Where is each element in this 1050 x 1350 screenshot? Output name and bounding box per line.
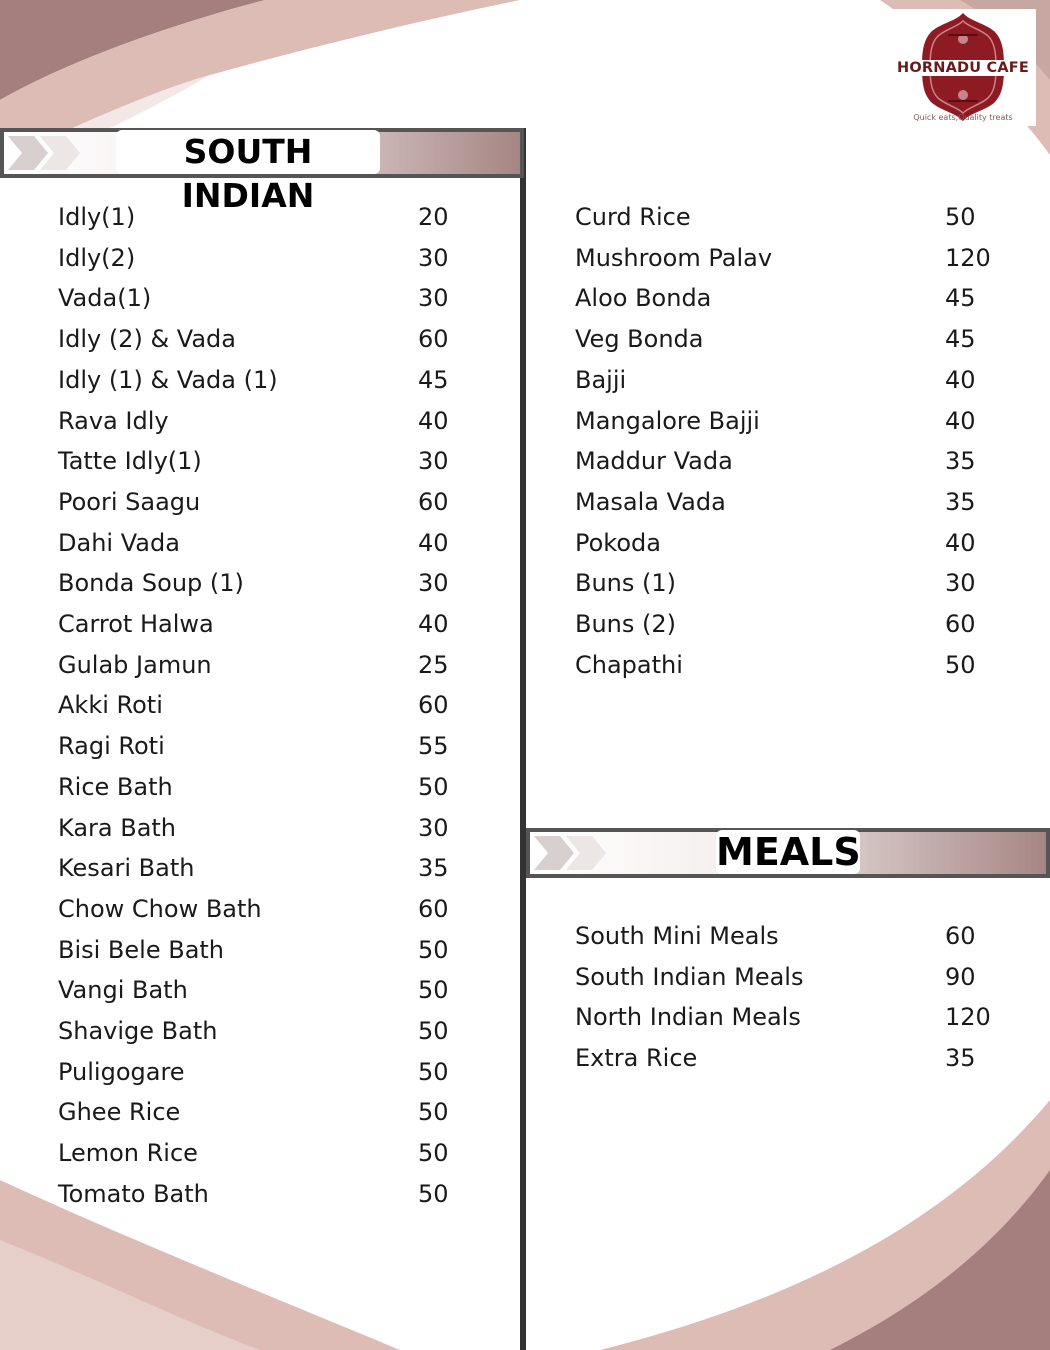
item-price: 50 xyxy=(418,935,449,964)
item-name: Idly (2) & Vada xyxy=(58,325,236,354)
item-price: 35 xyxy=(945,487,976,516)
item-price: 50 xyxy=(418,1057,449,1086)
item-name: Rava Idly xyxy=(58,406,169,435)
item-price: 120 xyxy=(945,1003,991,1032)
south-indian-banner xyxy=(0,128,524,215)
item-name: Idly (1) & Vada (1) xyxy=(58,365,278,394)
item-price: 50 xyxy=(945,650,976,679)
item-name: Aloo Bonda xyxy=(575,284,712,313)
item-price: 50 xyxy=(945,203,976,231)
item-name: Masala Vada xyxy=(575,487,726,516)
item-name: South Indian Meals xyxy=(575,962,804,991)
item-price: 55 xyxy=(418,732,449,761)
item-name: Idly(1) xyxy=(58,203,136,231)
item-price: 45 xyxy=(418,365,449,394)
item-name: Bonda Soup (1) xyxy=(58,569,244,598)
item-name: Kara Bath xyxy=(58,813,177,842)
item-name: Ragi Roti xyxy=(58,732,165,761)
item-name: Extra Rice xyxy=(575,1044,698,1073)
item-price: 120 xyxy=(945,243,991,272)
item-price: 40 xyxy=(945,365,976,394)
item-price: 35 xyxy=(418,854,449,883)
item-name: Pokoda xyxy=(575,528,661,557)
item-name: Lemon Rice xyxy=(58,1139,198,1168)
south-indian-title: SOUTH INDIAN xyxy=(116,130,380,174)
item-name: Tatte Idly(1) xyxy=(58,447,202,476)
item-price: 50 xyxy=(418,1139,449,1168)
item-price: 35 xyxy=(945,447,976,476)
item-price: 40 xyxy=(418,406,449,435)
item-price: 60 xyxy=(418,325,449,354)
item-name: Buns (2) xyxy=(575,610,677,638)
brand-name: HORNADU CAFE xyxy=(890,60,1036,76)
meals-menu-list xyxy=(575,922,1015,1092)
item-name: Chapathi xyxy=(575,650,683,679)
chevron-decoration-icon xyxy=(530,832,620,874)
item-price: 60 xyxy=(418,487,449,516)
item-name: Buns (1) xyxy=(575,569,677,598)
item-name: Mushroom Palav xyxy=(575,243,773,272)
item-price: 40 xyxy=(945,528,976,557)
item-price: 60 xyxy=(945,610,976,638)
item-price: 50 xyxy=(418,772,449,801)
column-divider xyxy=(520,128,526,1350)
item-price: 45 xyxy=(945,325,976,354)
item-name: Shavige Bath xyxy=(58,1017,218,1045)
item-name: Ghee Rice xyxy=(58,1098,181,1127)
item-name: Bisi Bele Bath xyxy=(58,935,225,964)
item-name: Vangi Bath xyxy=(58,976,188,1005)
item-name: Rice Bath xyxy=(58,772,173,801)
item-price: 30 xyxy=(418,569,449,598)
item-name: Vada(1) xyxy=(58,284,152,313)
item-price: 60 xyxy=(418,894,449,923)
item-name: Chow Chow Bath xyxy=(58,894,262,923)
item-price: 40 xyxy=(418,528,449,557)
item-price: 30 xyxy=(418,284,449,313)
item-name: Akki Roti xyxy=(58,691,163,720)
item-name: Mangalore Bajji xyxy=(575,406,760,435)
item-price: 50 xyxy=(418,1179,449,1208)
item-price: 40 xyxy=(945,406,976,435)
item-name: Veg Bonda xyxy=(575,325,704,354)
meals-title: MEALS xyxy=(716,830,861,874)
item-name: Idly(2) xyxy=(58,243,136,272)
brand-logo xyxy=(890,9,1036,126)
item-price: 30 xyxy=(945,569,976,598)
item-name: Maddur Vada xyxy=(575,447,733,476)
item-price: 90 xyxy=(945,962,976,991)
meals-banner xyxy=(526,828,1050,878)
item-price: 20 xyxy=(418,203,449,231)
item-price: 30 xyxy=(418,243,449,272)
item-price: 50 xyxy=(418,976,449,1005)
item-price: 60 xyxy=(418,691,449,720)
item-name: South Mini Meals xyxy=(575,922,779,950)
item-price: 50 xyxy=(418,1017,449,1045)
item-price: 60 xyxy=(945,922,976,950)
item-name: North Indian Meals xyxy=(575,1003,801,1032)
item-name: Bajji xyxy=(575,365,627,394)
more-items-menu-list xyxy=(575,203,1015,703)
item-price: 40 xyxy=(418,610,449,638)
item-name: Puligogare xyxy=(58,1057,185,1086)
brand-tagline: Quick eats,Quality treats xyxy=(913,113,1013,122)
item-price: 35 xyxy=(945,1044,976,1073)
item-name: Gulab Jamun xyxy=(58,650,212,679)
item-name: Dahi Vada xyxy=(58,528,180,557)
item-price: 30 xyxy=(418,813,449,842)
south-indian-menu-list xyxy=(58,203,478,1223)
item-name: Kesari Bath xyxy=(58,854,195,883)
item-name: Carrot Halwa xyxy=(58,610,214,638)
chevron-decoration-icon xyxy=(4,132,94,174)
item-price: 45 xyxy=(945,284,976,313)
item-price: 50 xyxy=(418,1098,449,1127)
item-price: 25 xyxy=(418,650,449,679)
item-name: Poori Saagu xyxy=(58,487,201,516)
item-name: Curd Rice xyxy=(575,203,691,231)
item-name: Tomato Bath xyxy=(58,1179,209,1208)
item-price: 30 xyxy=(418,447,449,476)
